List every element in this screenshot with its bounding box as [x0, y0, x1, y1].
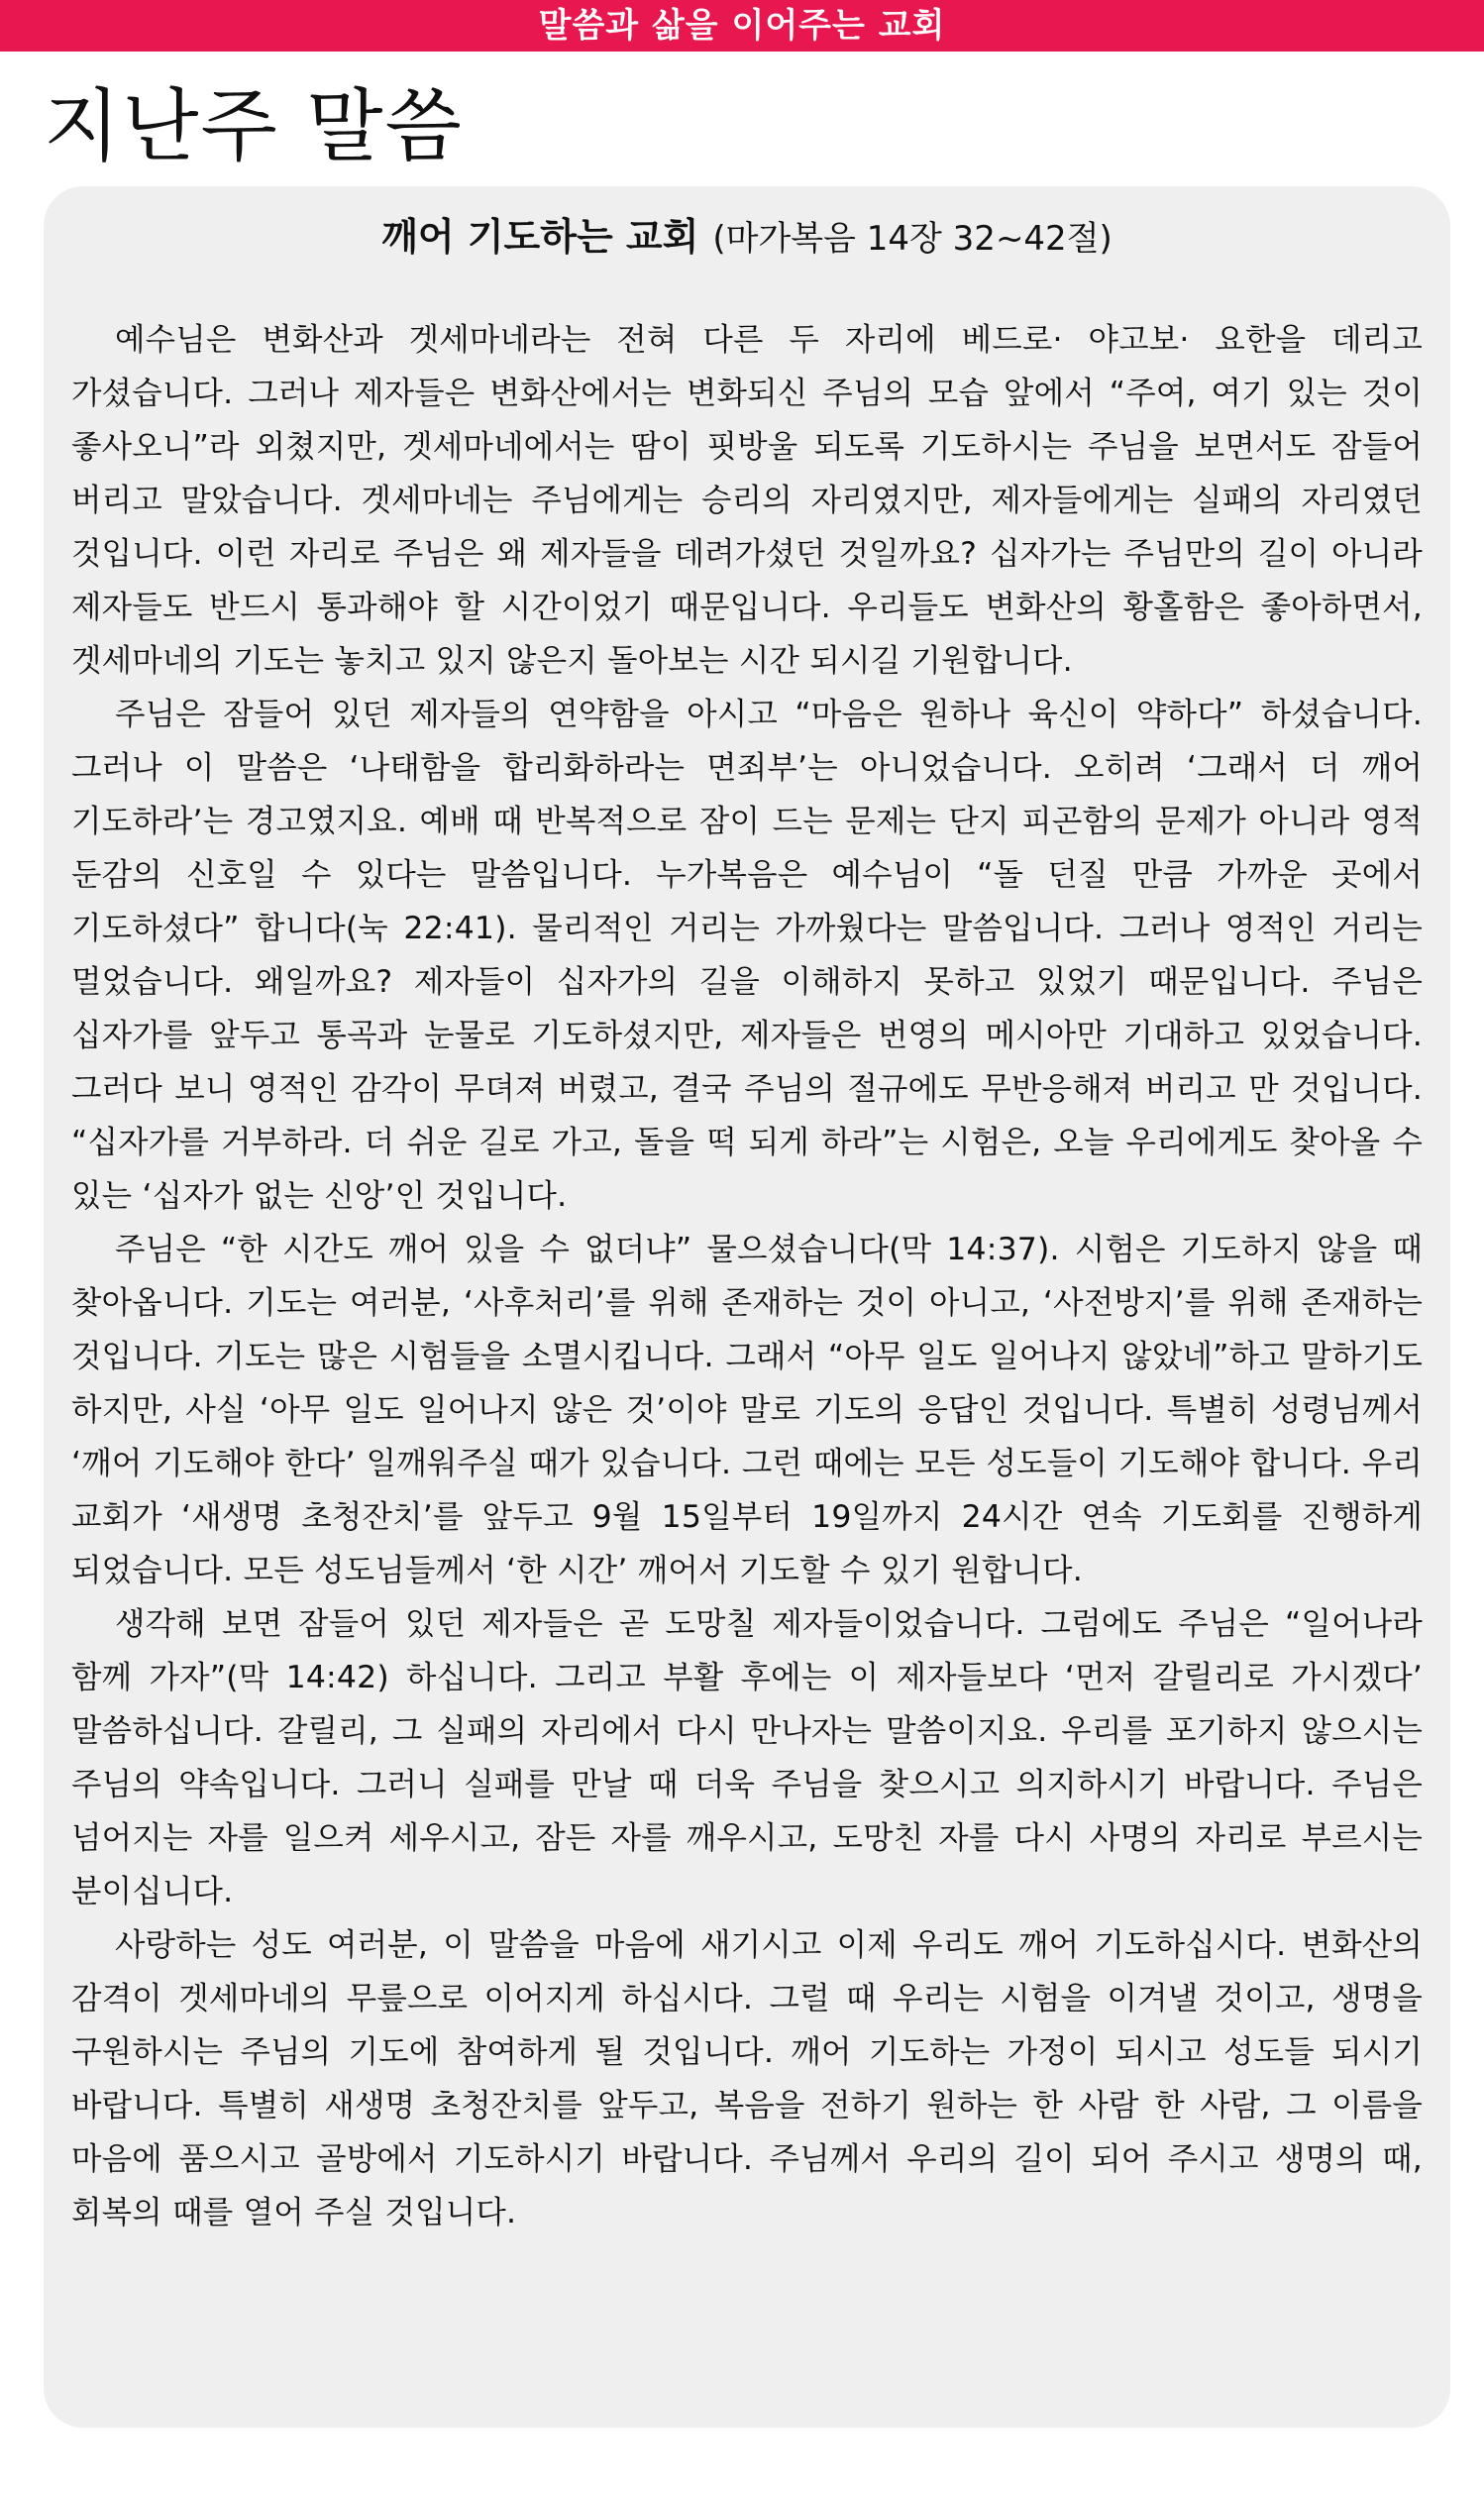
sermon-paragraph-3: 주님은 “한 시간도 깨어 있을 수 없더냐” 물으셨습니다(막 14:37). 시험은 기도하지 않을 때 찾아옵니다. 기도는 여러분, ‘사후처리’를 위해 존재하는 것이 아니고, ‘사전방지’를 위해 존재하는 것입니다. 기도는 많은 시험들을 소멸시킵니다. 그래서 “아무 일도 일어나지 않았네”하고 말하기도 하지만, 사실 ‘아무 일도 일어나지 않은 것’이야 말로 기도의 응답인 것입니다. 특별히 성령님께서 ‘깨어 기도해야 한다’ 일깨워주실 때가 있습니다. 그런 때에는 모든 성도들이 기도해야 합니다. 우리 교회가 ‘새생명 초청잔치’를 앞두고 9월 15일부터 19일까지 24시간 연속 기도회를 진행하게 되었습니다. 모든 성도님들께서 ‘한 시간’ 깨어서 기도할 수 있기 원합니다. [71, 1232, 1423, 1588]
sermon-paragraph-5: 사랑하는 성도 여러분, 이 말씀을 마음에 새기시고 이제 우리도 깨어 기도하십시다. 변화산의 감격이 겟세마네의 무릎으로 이어지게 하십시다. 그럴 때 우리는 시험을 이겨낼 것이고, 생명을 구원하시는 주님의 기도에 참여하게 될 것입니다. 깨어 기도하는 가정이 되시고 성도들 되시기 바랍니다. 특별히 새생명 초청잔치를 앞두고, 복음을 전하기 원하는 한 사람 한 사람, 그 이름을 마음에 품으시고 골방에서 기도하시기 바랍니다. 주님께서 우리의 길이 되어 주시고 생명의 때, 회복의 때를 열어 주실 것입니다. [71, 1927, 1423, 2231]
header-banner: 말씀과 삶을 이어주는 교회 [0, 0, 1484, 52]
sermon-title: 깨어 기도하는 교회 [381, 215, 699, 259]
sermon-reference: (마가복음 14장 32~42절) [712, 219, 1113, 259]
sermon-paragraph-2: 주님은 잠들어 있던 제자들의 연약함을 아시고 “마음은 원하나 육신이 약하다” 하셨습니다. 그러나 이 말씀은 ‘나태함을 합리화하라는 면죄부’는 아니었습니다. 오히려 ‘그래서 더 깨어 기도하라’는 경고였지요. 예배 때 반복적으로 잠이 드는 문제는 단지 피곤함의 문제가 아니라 영적 둔감의 신호일 수 있다는 말씀입니다. 누가복음은 예수님이 “돌 던질 만큼 가까운 곳에서 기도하셨다” 합니다(눅 22:41). 물리적인 거리는 가까웠다는 말씀입니다. 그러나 영적인 거리는 멀었습니다. 왜일까요? 제자들이 십자가의 길을 이해하지 못하고 있었기 때문입니다. 주님은 십자가를 앞두고 통곡과 눈물로 기도하셨지만, 제자들은 번영의 메시아만 기대하고 있었습니다. 그러다 보니 영적인 감각이 무뎌져 버렸고, 결국 주님의 절규에도 무반응해져 버리고 만 것입니다. “십자가를 거부하라. 더 쉬운 길로 가고, 돌을 떡 되게 하라”는 시험은, 오늘 우리에게도 찾아올 수 있는 ‘십자가 없는 신앙’인 것입니다. [71, 697, 1423, 1214]
sermon-paragraph-1: 예수님은 변화산과 겟세마네라는 전혀 다른 두 자리에 베드로· 야고보· 요한을 데리고 가셨습니다. 그러나 제자들은 변화산에서는 변화되신 주님의 모습 앞에서 “주여, 여기 있는 것이 좋사오니”라 외쳤지만, 겟세마네에서는 땀이 핏방울 되도록 기도하시는 주님을 보면서도 잠들어 버리고 말았습니다. 겟세마네는 주님에게는 승리의 자리였지만, 제자들에게는 실패의 자리였던 것입니다. 이런 자리로 주님은 왜 제자들을 데려가셨던 것일까요? 십자가는 주님만의 길이 아니라 제자들도 반드시 통과해야 할 시간이었기 때문입니다. 우리들도 변화산의 황홀함은 좋아하면서, 겟세마네의 기도는 놓치고 있지 않은지 돌아보는 시간 되시길 기원합니다. [71, 322, 1423, 679]
sermon-paragraph-4: 생각해 보면 잠들어 있던 제자들은 곧 도망칠 제자들이었습니다. 그럼에도 주님은 “일어나라 함께 가자”(막 14:42) 하십니다. 그리고 부활 후에는 이 제자들보다 ‘먼저 갈릴리로 가시겠다’ 말씀하십니다. 갈릴리, 그 실패의 자리에서 다시 만나자는 말씀이지요. 우리를 포기하지 않으시는 주님의 약속입니다. 그러니 실패를 만날 때 더욱 주님을 찾으시고 의지하시기 바랍니다. 주님은 넘어지는 자를 일으켜 세우시고, 잠든 자를 깨우시고, 도망친 자를 다시 사명의 자리로 부르시는 분이십니다. [71, 1606, 1423, 1909]
sermon-card [44, 186, 1450, 2428]
sermon-heading [71, 202, 1423, 279]
section-title: 지난주 말씀 [44, 80, 464, 172]
